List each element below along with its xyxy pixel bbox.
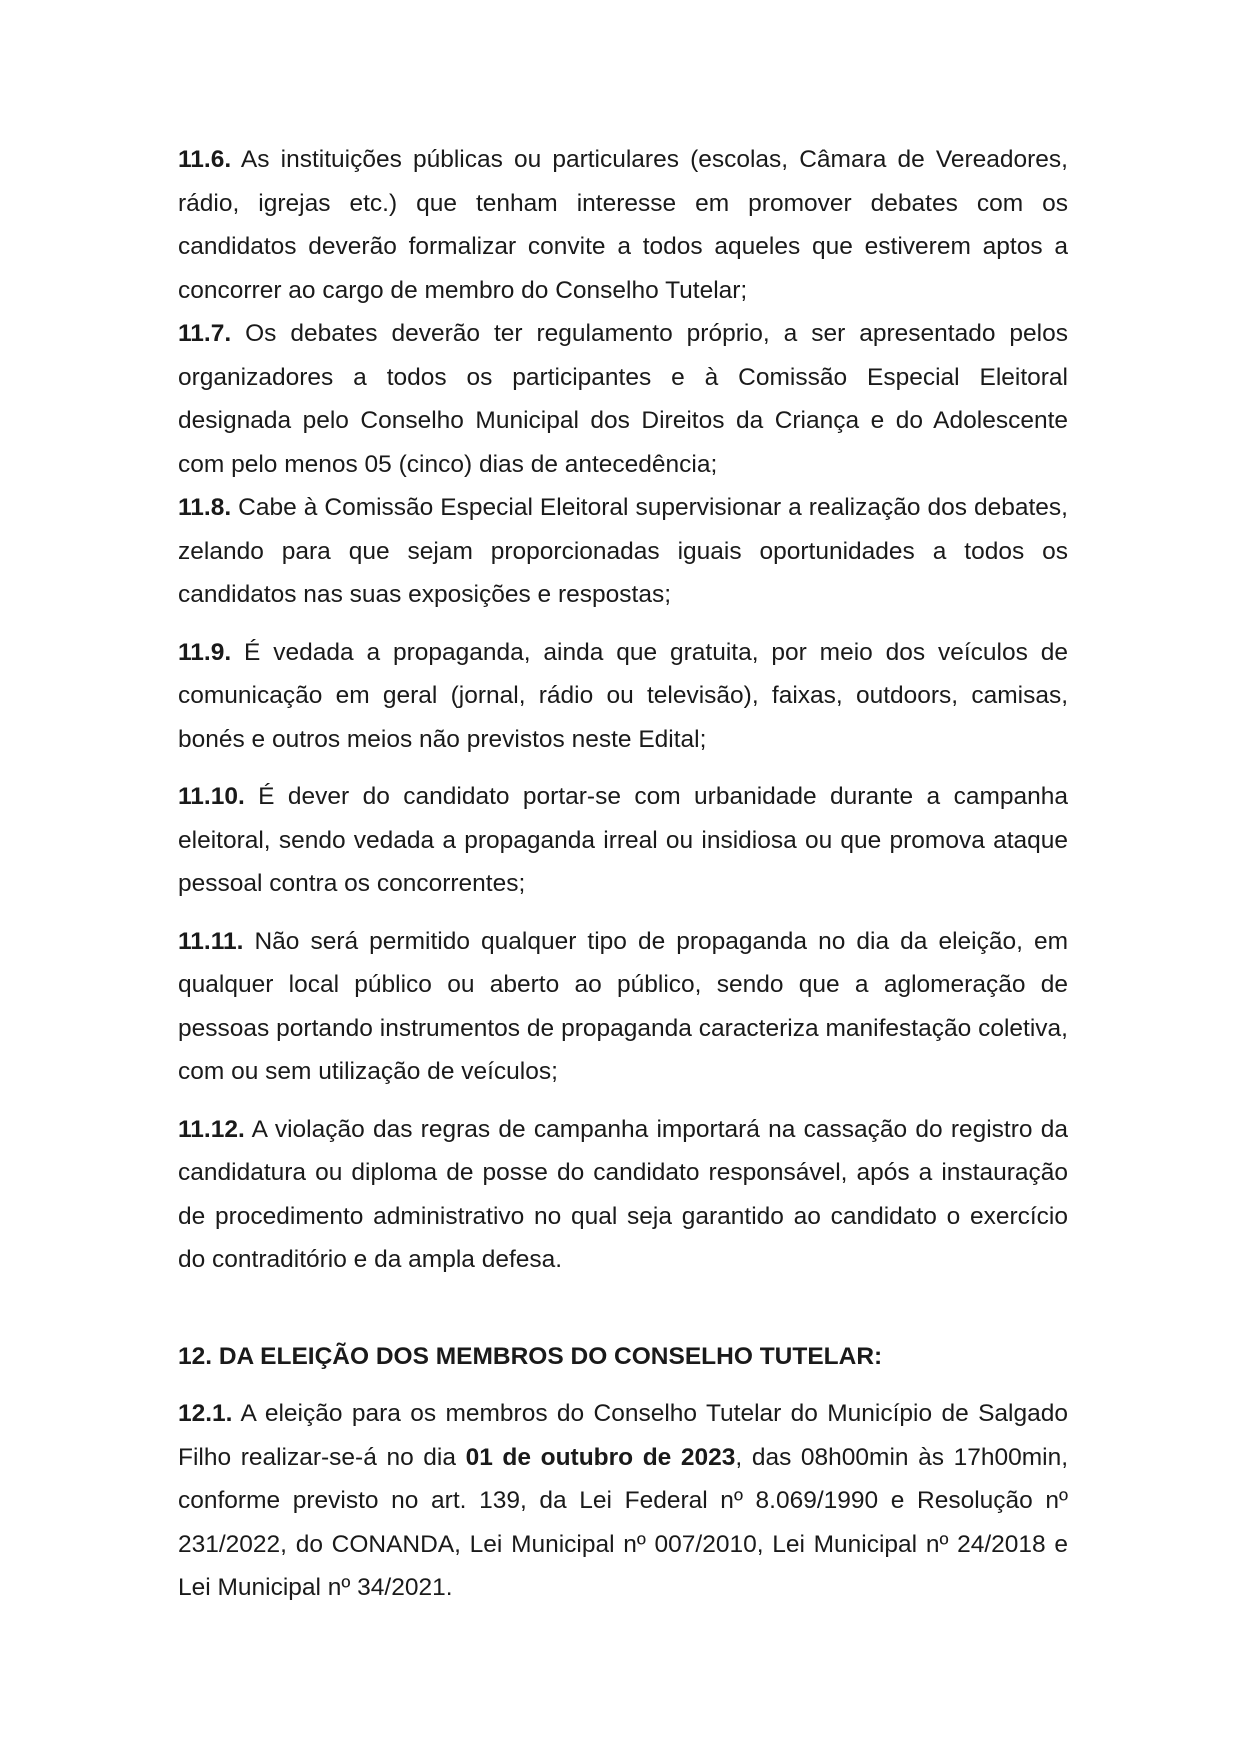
clause-text: A eleição para os membros do Conselho Tutelar do Município de Salgado Filho realizar-se-á no dia [178,1400,1068,1471]
clause-11-11 [178,920,1068,1094]
clause-number: 11.12. [178,1115,245,1143]
clause-number: 11.10. [178,783,245,810]
clause-number: 12.1. [178,1400,233,1427]
section-heading: 12. DA ELEIÇÃO DOS MEMBROS DO CONSELHO TUTELAR: [178,1342,883,1370]
clause-text: É vedada a propaganda, ainda que gratuita, por meio dos veículos de comunicação em geral (jornal, rádio ou televisão), faixas, outdoors, camisas, bonés e outros meios não previstos neste Edital; [178,638,1068,753]
election-date: 01 de outubro de 2023 [465,1443,736,1471]
clause-11-12 [178,1108,1068,1282]
clause-text: , das 08h00min às 17h00min, conforme previsto no art. 139, da Lei Federal nº 8.069/1990 e Resolução nº 231/2022, do CONANDA, Lei Municipal nº 007/2010, Lei Municipal nº 24/2018 e Lei Municipal nº 34/2021. [178,1443,1068,1601]
clause-text: A violação das regras de campanha importará na cassação do registro da candidatura ou diploma de posse do candidato responsável, após a instauração de procedimento administrativo no qual seja garantido ao candidato o exercício do contraditório e da ampla defesa. [178,1115,1068,1273]
clause-11-9 [178,631,1068,762]
clause-text: Os debates deverão ter regulamento próprio, a ser apresentado pelos organizadores a todos os participantes e à Comissão Especial Eleitoral designada pelo Conselho Municipal dos Direitos da Criança e do Adolescente com pelo menos 05 (cinco) dias de antecedência; [178,320,1068,478]
clause-number: 11.7. [178,320,232,347]
clause-11-10 [178,775,1068,906]
clause-11-8 [178,486,1068,617]
document-page [178,138,1068,1610]
clause-number: 11.11. [178,927,244,955]
clause-text: Cabe à Comissão Especial Eleitoral supervisionar a realização dos debates, zelando para que sejam proporcionadas iguais oportunidades a todos os candidatos nas suas exposições e respostas; [178,494,1068,608]
clause-12-1 [178,1392,1068,1610]
clause-11-6 [178,138,1068,312]
clause-number: 11.9. [178,638,232,666]
clause-11-7 [178,312,1068,486]
clause-number: 11.8. [178,494,232,521]
clause-number: 11.6. [178,146,232,173]
clause-text: As instituições públicas ou particulares (escolas, Câmara de Vereadores, rádio, igrejas etc.) que tenham interesse em promover debates com os candidatos deverão formalizar convite a todos aqueles que estiverem aptos a concorrer ao cargo de membro do Conselho Tutelar; [178,146,1068,304]
clause-text: É dever do candidato portar-se com urbanidade durante a campanha eleitoral, sendo vedada a propaganda irreal ou insidiosa ou que promova ataque pessoal contra os concorrentes; [178,783,1068,897]
clause-text: Não será permitido qualquer tipo de propaganda no dia da eleição, em qualquer local público ou aberto ao público, sendo que a aglomeração de pessoas portando instrumentos de propaganda caracteriza manifestação coletiva, com ou sem utilização de veículos; [178,927,1068,1085]
